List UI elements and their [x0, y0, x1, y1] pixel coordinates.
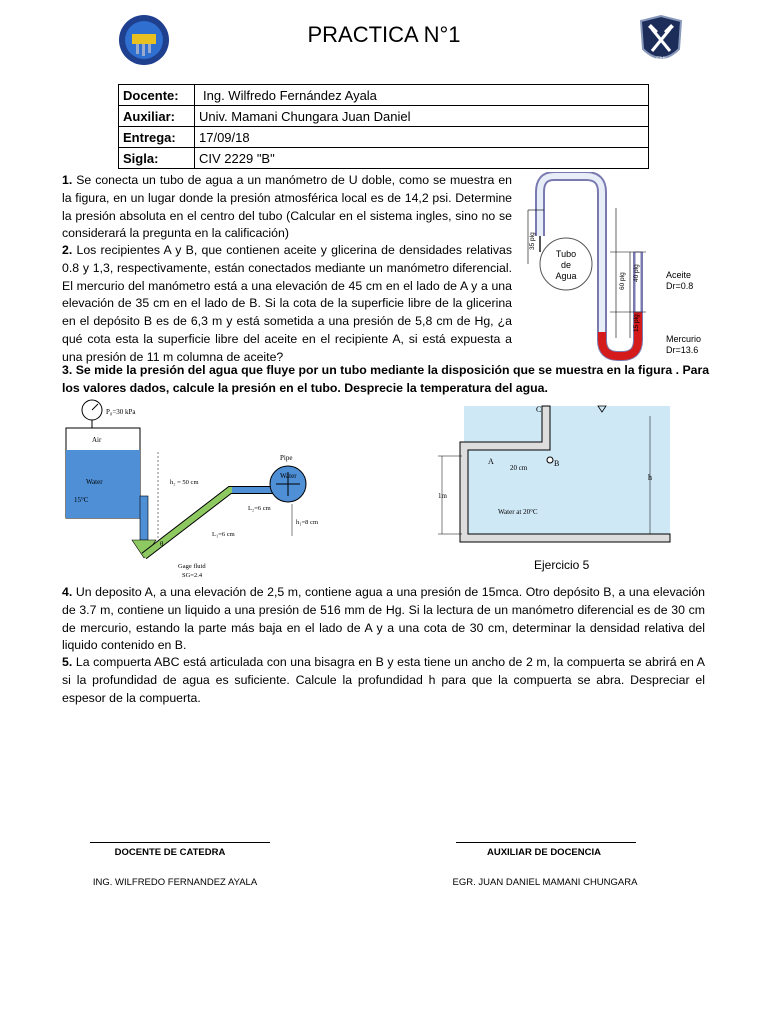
- pipe-label: Pipe: [280, 454, 293, 462]
- signature-name-left: ING. WILFREDO FERNANDEZ AYALA: [92, 877, 258, 888]
- l1-label: L₁=6 cm: [212, 531, 235, 538]
- tube-label-2: de: [560, 260, 572, 270]
- problem-number: 1.: [62, 173, 73, 187]
- signature-line-right: [456, 842, 636, 843]
- problem-5: [62, 654, 705, 707]
- info-key: Sigla:: [119, 148, 195, 169]
- dim-15-label: 15 plg: [633, 314, 640, 332]
- info-value: CIV 2229 "B": [195, 148, 649, 169]
- info-key: Entrega:: [119, 127, 195, 148]
- p0-label: P₀=30 kPa: [106, 408, 136, 416]
- point-b-label: B: [554, 459, 560, 468]
- problem-text: Se conecta un tubo de agua a un manómetro de U doble, como se muestra en la figura, en un lugar donde la presión atmosférica local es de 14,2 psi. Determine la presión absoluta en el centro del tubo (Calcular en el sistema ingles, sino no se considerará la pregunta en la calificación): [62, 173, 512, 241]
- figure-u-manometer: [520, 172, 720, 367]
- air-label: Air: [92, 436, 102, 444]
- signature-title-left: DOCENTE DE CATEDRA: [114, 847, 226, 858]
- point-a-label: A: [488, 457, 494, 466]
- l2-label: L₂=6 cm: [248, 505, 271, 512]
- figure-gate: [432, 402, 676, 553]
- table-row: [119, 127, 649, 148]
- signature-name-right: EGR. JUAN DANIEL MAMANI CHUNGARA: [452, 877, 638, 888]
- problem-2: [62, 242, 512, 367]
- page-title: PRACTICA N°1: [307, 22, 461, 47]
- problem-text: Se mide la presión del agua que fluye por un tubo mediante la disposición que se muestra en la figura . Para los valores dados, calcule la presión en el tubo. Desprecie la temperatura del agua.: [62, 363, 710, 395]
- problem-3: [62, 362, 712, 398]
- info-value: Ing. Wilfredo Fernández Ayala: [195, 85, 649, 106]
- table-row: [119, 148, 649, 169]
- info-value: Univ. Mamani Chungara Juan Daniel: [195, 106, 649, 127]
- problem-1: [62, 172, 512, 243]
- figure-caption: Ejercicio 5: [534, 558, 590, 572]
- depth-h-label: h: [648, 473, 652, 482]
- info-key: Auxiliar:: [119, 106, 195, 127]
- h2-label: h₂ = 50 cm: [170, 479, 199, 486]
- table-row: [119, 106, 649, 127]
- tube-label-1: Tubo: [555, 249, 577, 259]
- dim-40-label: 40 plg: [633, 264, 640, 282]
- info-key: Docente:: [119, 85, 195, 106]
- problem-text: Los recipientes A y B, que contienen aceite y glicerina de densidades relativas 0.8 y 1,3, respectivamente, están conectados mediante un manómetro diferencial. El mercurio del manómetro está a una elevación de 45 cm en el lado de A y a una elevación de 35 cm en el lado de B. Si la cota de la superficie libre de la glicerina en el depósito B es de 6,3 m y está sometida a una presión de 5,8 cm de Hg, ¿a qué cota esta la superficie libre del aceite en el recipiente A, si está expuesta a una presión de 11 m columna de aceite?: [62, 243, 512, 364]
- dim-1m-label: 1m: [438, 492, 447, 500]
- water-temp-label: Water at 20°C: [498, 508, 538, 516]
- gage-fluid-label: Gage fluid: [178, 563, 206, 570]
- h1-label: h₁=8 cm: [296, 519, 318, 526]
- problem-4: [62, 584, 705, 655]
- problem-text: Un deposito A, a una elevación de 2,5 m, contiene agua a una presión de 15mca. Otro depósito B, a una elevación de 3.7 m, contiene un liquido a una presión de 516 mm de Hg. Si la lectura de un manómetro diferencial es de 30 cm de mercurio, estando la parte más baja en el lado de A y a una cota de 30 cm, determinar la densidad relativa del liquido contenido en B.: [62, 585, 705, 653]
- problem-number: 5.: [62, 655, 73, 669]
- length-label: 20 cm: [510, 464, 528, 472]
- signature-title-right: AUXILIAR DE DOCENCIA: [486, 847, 601, 858]
- tube-label-3: Agua: [555, 271, 577, 281]
- pipe-water-label: Water: [280, 472, 297, 480]
- mercury-label-2: Dr=13.6: [666, 345, 699, 355]
- course-info-table: [118, 84, 649, 169]
- table-row: [119, 85, 649, 106]
- water-label: Water: [86, 478, 103, 486]
- gage-sg-label: SG=2.4: [182, 572, 203, 579]
- fni-shield-logo: [638, 15, 684, 69]
- mercury-label-1: Mercurio: [666, 334, 702, 344]
- problem-number: 2.: [62, 243, 73, 257]
- oil-label-1: Aceite: [666, 270, 692, 280]
- point-c-label: C: [536, 405, 542, 414]
- info-value: 17/09/18: [195, 127, 649, 148]
- temp-label: 15°C: [74, 496, 89, 504]
- theta-label: θ: [160, 540, 164, 548]
- problem-number: 4.: [62, 585, 73, 599]
- signature-line-left: [90, 842, 270, 843]
- figure-tank-manometer: [62, 396, 362, 589]
- problem-number: 3.: [62, 363, 73, 377]
- svg-text:FNI: FNI: [656, 57, 666, 63]
- dim-60-label: 60 plg: [619, 272, 626, 290]
- oil-label-2: Dr=0.8: [666, 281, 694, 291]
- problem-text: La compuerta ABC está articulada con una bisagra en B y esta tiene un ancho de 2 m, la compuerta se abrirá en A si la profundidad de agua es suficiente. Calcule la profundidad h para que la compuerta se abra. Despreciar el espesor de la compuerta.: [62, 655, 705, 705]
- dim-35-label: 35 plg: [529, 232, 536, 250]
